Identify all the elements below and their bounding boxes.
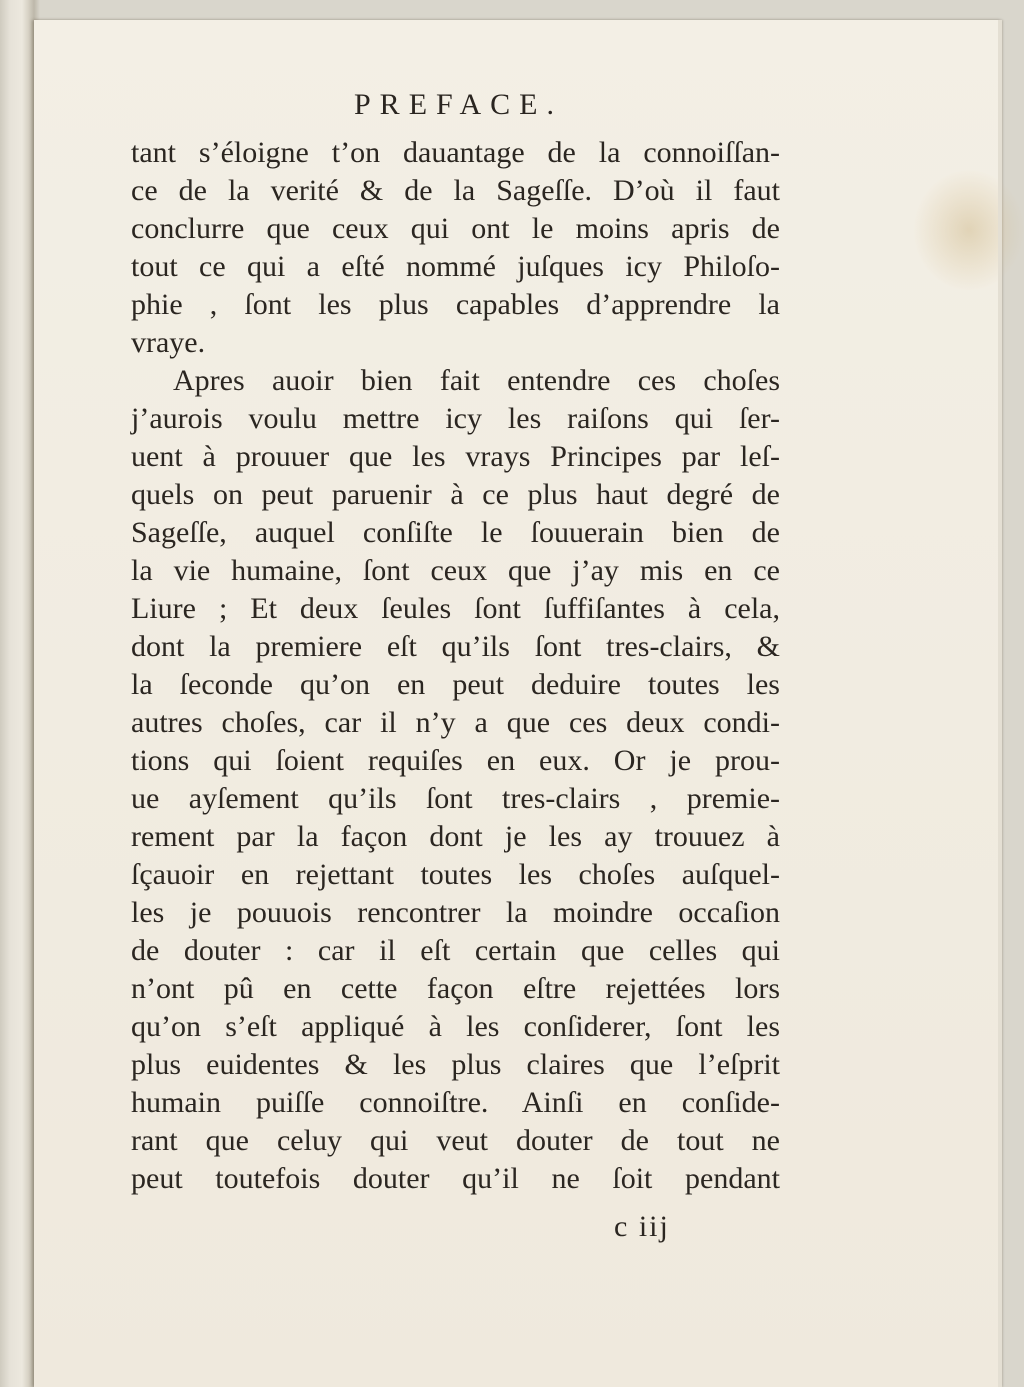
text-line-27: rant que celuy qui veut douter de tout ne xyxy=(131,1124,780,1157)
text-line-15: la ſeconde qu’on en peut deduire toutes les xyxy=(131,668,780,701)
text-line-13: Liure ; Et deux ſeules ſont ſuffiſantes à cela, xyxy=(131,592,780,625)
text-line-4: tout ce qui a eſté nommé juſques icy Philoſo- xyxy=(131,250,780,283)
text-line-25: plus euidentes & les plus claires que l’eſprit xyxy=(131,1048,780,1081)
text-line-18: ue ayſement qu’ils ſont tres-clairs , premie- xyxy=(131,782,780,815)
text-line-14: dont la premiere eſt qu’ils ſont tres-clairs, & xyxy=(131,630,780,663)
text-line-10: quels on peut paruenir à ce plus haut degré de xyxy=(131,478,780,511)
page-edge xyxy=(998,20,1002,1387)
text-line-20: ſçauoir en rejettant toutes les choſes auſquel- xyxy=(131,858,780,891)
text-line-26: humain puiſſe connoiſtre. Ainſi en conſide- xyxy=(131,1086,780,1119)
text-line-5: phie , ſont les plus capables d’apprendre la xyxy=(131,288,780,321)
text-line-17: tions qui ſoient requiſes en eux. Or je prou- xyxy=(131,744,780,777)
text-line-22: de douter : car il eſt certain que celles qui xyxy=(131,934,780,967)
text-line-7: Apres auoir bien fait entendre ces choſes xyxy=(173,364,780,397)
text-line-9: uent à prouuer que les vrays Principes par leſ- xyxy=(131,440,780,473)
text-line-12: la vie humaine, ſont ceux que j’ay mis en ce xyxy=(131,554,780,587)
text-line-21: les je pouuois rencontrer la moindre occaſion xyxy=(131,896,780,929)
text-line-24: qu’on s’eſt appliqué à les conſiderer, ſont les xyxy=(131,1010,780,1043)
text-line-6: vraye. xyxy=(131,326,206,359)
text-line-19: rement par la façon dont je les ay trouuez à xyxy=(131,820,780,853)
text-line-23: n’ont pû en cette façon eſtre rejettées lors xyxy=(131,972,780,1005)
text-line-8: j’aurois voulu mettre icy les raiſons qui ſer- xyxy=(131,402,780,435)
text-line-11: Sageſſe, auquel conſiſte le ſouuerain bien de xyxy=(131,516,780,549)
text-line-1: tant s’éloigne t’on dauantage de la connoiſſan- xyxy=(131,136,780,169)
text-line-3: conclurre que ceux qui ont le moins apris de xyxy=(131,212,780,245)
text-line-16: autres choſes, car il n’y a que ces deux condi- xyxy=(131,706,780,739)
text-line-2: ce de la verité & de la Sageſſe. D’où il faut xyxy=(131,174,780,207)
text-line-28: peut toutefois douter qu’il ne ſoit pendant xyxy=(131,1162,780,1195)
signature-mark: c iij xyxy=(614,1210,670,1243)
running-title: PREFACE. xyxy=(354,88,563,121)
